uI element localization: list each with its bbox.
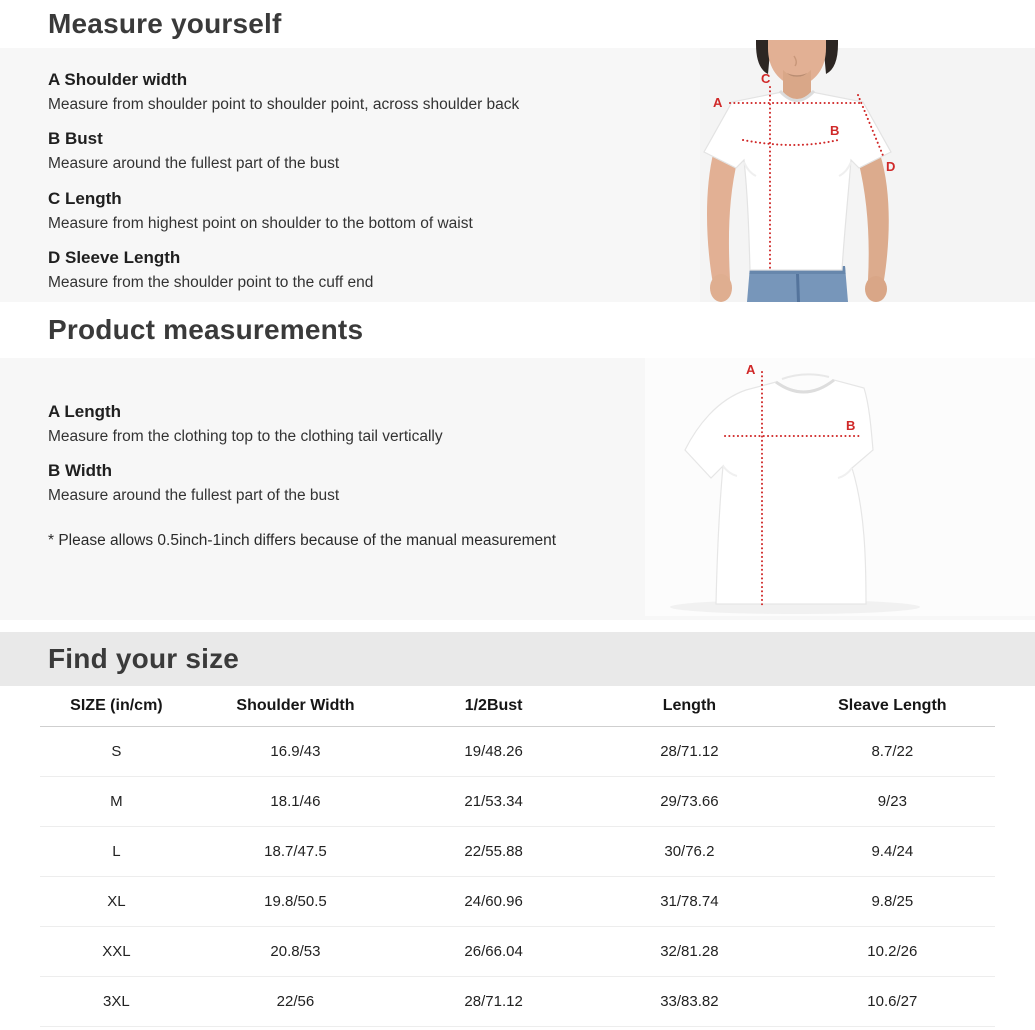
cell-size: XL (40, 877, 193, 927)
cell-bust: 28/71.12 (398, 977, 589, 1027)
product-measurements-header (0, 302, 1035, 358)
col-header-length: Length (589, 686, 790, 727)
measure-yourself-title: Measure yourself (48, 8, 282, 39)
figure-label-c: C (761, 71, 771, 86)
measure-item-desc: Measure around the fullest part of the bust (48, 487, 340, 505)
cell-bust: 26/66.04 (398, 927, 589, 977)
cell-sleeve: 9/23 (790, 777, 995, 827)
table-row-l (40, 827, 995, 877)
measure-yourself-list (48, 48, 608, 308)
product-measurements-title: Product measurements (48, 314, 364, 345)
find-your-size-title: Find your size (48, 643, 240, 674)
measure-item-label: A Length (48, 402, 122, 421)
cell-bust: 24/60.96 (398, 877, 589, 927)
measure-item-desc: Measure from the shoulder point to the cuff end (48, 274, 374, 292)
cell-sleeve: 9.8/25 (790, 877, 995, 927)
model-measurement-photo (700, 40, 1035, 302)
measure-item-label: C Length (48, 188, 122, 208)
figure-label-a: A (746, 362, 756, 377)
table-row-3xl (40, 977, 995, 1027)
size-table-header-row (40, 686, 995, 727)
cell-bust: 21/53.34 (398, 777, 589, 827)
table-row-xl (40, 877, 995, 927)
measure-item-desc: Measure from highest point on shoulder to the bottom of waist (48, 214, 473, 232)
measure-item-desc: Measure from shoulder point to shoulder point, across shoulder back (48, 96, 520, 113)
measure-item-garment-width (48, 461, 608, 505)
cell-shoulder: 18.1/46 (193, 777, 398, 827)
table-row-s (40, 727, 995, 777)
col-header-size: SIZE (in/cm) (40, 686, 193, 727)
figure-label-b: B (830, 123, 840, 138)
measure-item-desc: Measure around the fullest part of the bust (48, 155, 340, 173)
cell-length: 32/81.28 (589, 927, 790, 977)
section-divider (0, 620, 1035, 632)
cell-size: S (40, 727, 193, 777)
cell-sleeve: 10.6/27 (790, 977, 995, 1027)
cell-length: 28/71.12 (589, 727, 790, 777)
measure-item-garment-length (48, 402, 608, 446)
cell-shoulder: 19.8/50.5 (193, 877, 398, 927)
cell-shoulder: 20.8/53 (193, 927, 398, 977)
product-measurements-list (48, 358, 608, 565)
cell-length: 31/78.74 (589, 877, 790, 927)
figure-label-b: B (846, 418, 856, 433)
cell-bust: 22/55.88 (398, 827, 589, 877)
cell-length: 33/83.82 (589, 977, 790, 1027)
measure-item-desc: Measure from the clothing top to the clothing tail vertically (48, 428, 443, 445)
measure-item-length (48, 189, 608, 233)
measure-item-label: B Width (48, 461, 113, 481)
cell-size: XXL (40, 927, 193, 977)
table-row-m (40, 777, 995, 827)
cell-shoulder: 18.7/47.5 (193, 827, 398, 877)
cell-shoulder: 22/56 (193, 977, 398, 1027)
figure-label-a: A (713, 95, 723, 110)
cell-size: 3XL (40, 977, 193, 1027)
figure-label-d: D (886, 159, 896, 174)
measure-item-bust (48, 129, 608, 173)
col-header-shoulder-width: Shoulder Width (193, 686, 398, 727)
measure-item-label: A Shoulder width (48, 70, 188, 89)
col-header-half-bust: 1/2Bust (398, 686, 589, 727)
cell-size: L (40, 827, 193, 877)
cell-sleeve: 10.2/26 (790, 927, 995, 977)
cell-sleeve: 8.7/22 (790, 727, 995, 777)
measure-item-label: B Bust (48, 129, 103, 149)
col-header-sleeve-length: Sleave Length (790, 686, 995, 727)
measure-item-sleeve-length (48, 248, 608, 292)
cell-size: M (40, 777, 193, 827)
cell-length: 30/76.2 (589, 827, 790, 877)
cell-shoulder: 16.9/43 (193, 727, 398, 777)
size-table-container (0, 686, 1035, 1027)
cell-length: 29/73.66 (589, 777, 790, 827)
measurement-tolerance-note: * Please allows 0.5inch-1inch differs because of the manual measurement (48, 531, 557, 549)
table-row-xxl (40, 927, 995, 977)
measure-item-label: D Sleeve Length (48, 248, 181, 268)
find-your-size-header (0, 632, 1035, 686)
measure-item-shoulder-width (48, 70, 608, 114)
size-table (40, 686, 995, 1027)
cell-sleeve: 9.4/24 (790, 827, 995, 877)
flat-shirt-measurement-photo (645, 358, 1035, 616)
cell-bust: 19/48.26 (398, 727, 589, 777)
